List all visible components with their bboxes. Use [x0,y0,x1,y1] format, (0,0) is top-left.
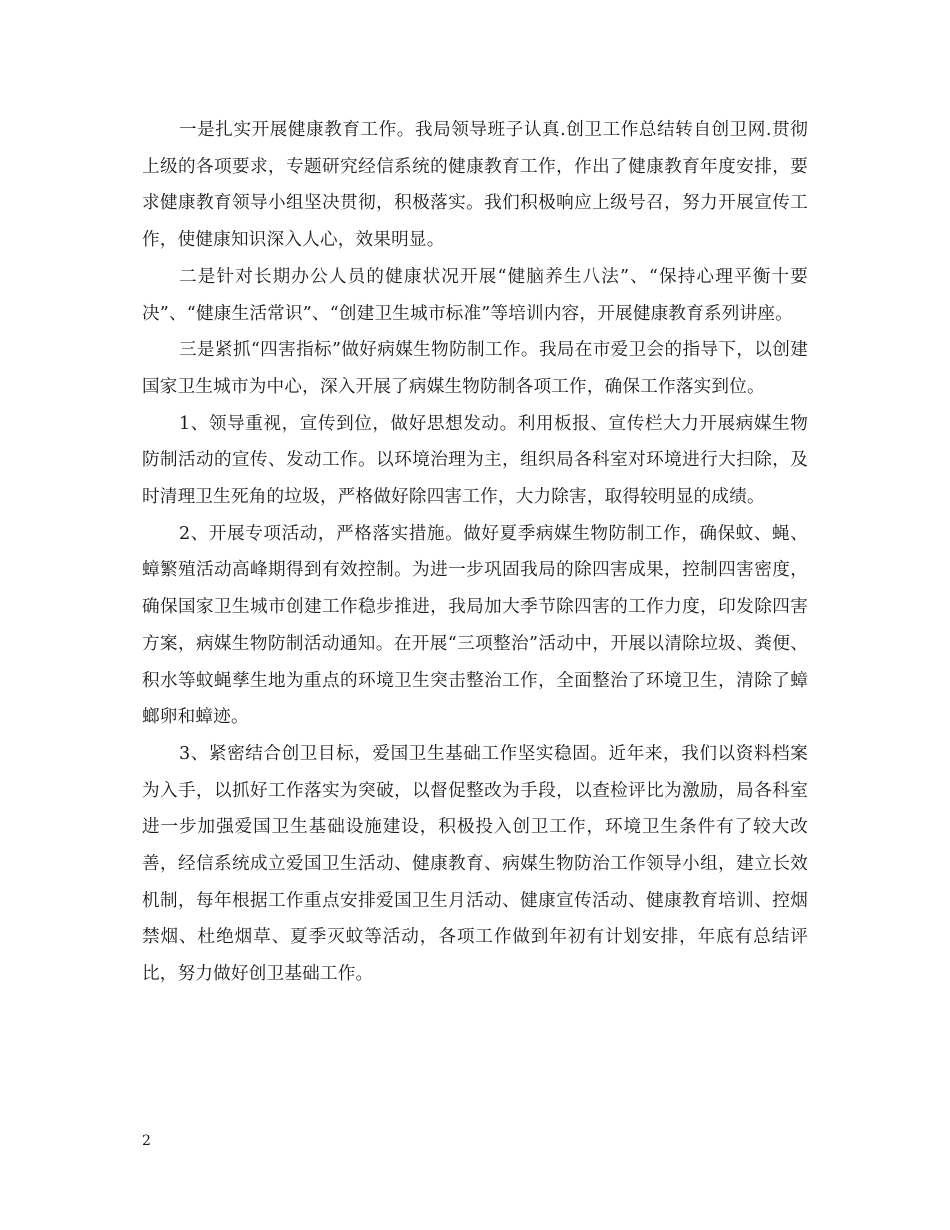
paragraph-item-2: 2、开展专项活动，严格落实措施。做好夏季病媒生物防制工作，确保蚊、蝇、蟑繁殖活动高峰期得到有效控制。为进一步巩固我局的除四害成果，控制四害密度，确保国家卫生城市创建工作稳步推进，我局加大季节除四害的工作力度，印发除四害方案，病媒生物防制活动通知。在开展“三项整治”活动中，开展以清除垃圾、粪便、积水等蚊蝇孳生地为重点的环境卫生突击整治工作，全面整治了环境卫生，清除了蟑螂卵和蟑迹。 [142,523,808,728]
paragraph-item-1: 1、领导重视，宣传到位，做好思想发动。利用板报、宣传栏大力开展病媒生物防制活动的宣传、发动工作。以环境治理为主，组织局各科室对环境进行大扫除，及时清理卫生死角的垃圾，严格做好除四害工作，大力除害，取得较明显的成绩。 [142,413,808,508]
page-number: 2 [142,1133,151,1149]
paragraph-health-education: 一是扎实开展健康教育工作。我局领导班子认真.创卫工作总结转自创卫网.贯彻上级的各项要求，专题研究经信系统的健康教育工作，作出了健康教育年度安排，要求健康教育领导小组坚决贯彻，积极落实。我们积极响应上级号召，努力开展宣传工作，使健康知识深入人心，效果明显。 [142,120,808,251]
paragraph-office-staff-health: 二是针对长期办公人员的健康状况开展“健脑养生八法”、“保持心理平衡十要决”、“健康生活常识”、“创建卫生城市标准”等培训内容，开展健康教育系列讲座。 [142,266,808,324]
paragraph-pest-control: 三是紧抓“四害指标”做好病媒生物防制工作。我局在市爱卫会的指导下，以创建国家卫生城市为中心，深入开展了病媒生物防制各项工作，确保工作落实到位。 [142,340,808,397]
paragraph-item-3: 3、紧密结合创卫目标，爱国卫生基础工作坚实稳固。近年来，我们以资料档案为入手，以抓好工作落实为突破，以督促整改为手段，以查检评比为激励，局各科室进一步加强爱国卫生基础设施建设，积极投入创卫工作，环境卫生条件有了较大改善，经信系统成立爱国卫生活动、健康教育、病媒生物防治工作领导小组，建立长效机制，每年根据工作重点安排爱国卫生月活动、健康宣传活动、健康教育培训、控烟禁烟、杜绝烟草、夏季灭蚊等活动，各项工作做到年初有计划安排，年底有总结评比，努力做好创卫基础工作。 [142,743,808,985]
document-body [142,112,808,993]
